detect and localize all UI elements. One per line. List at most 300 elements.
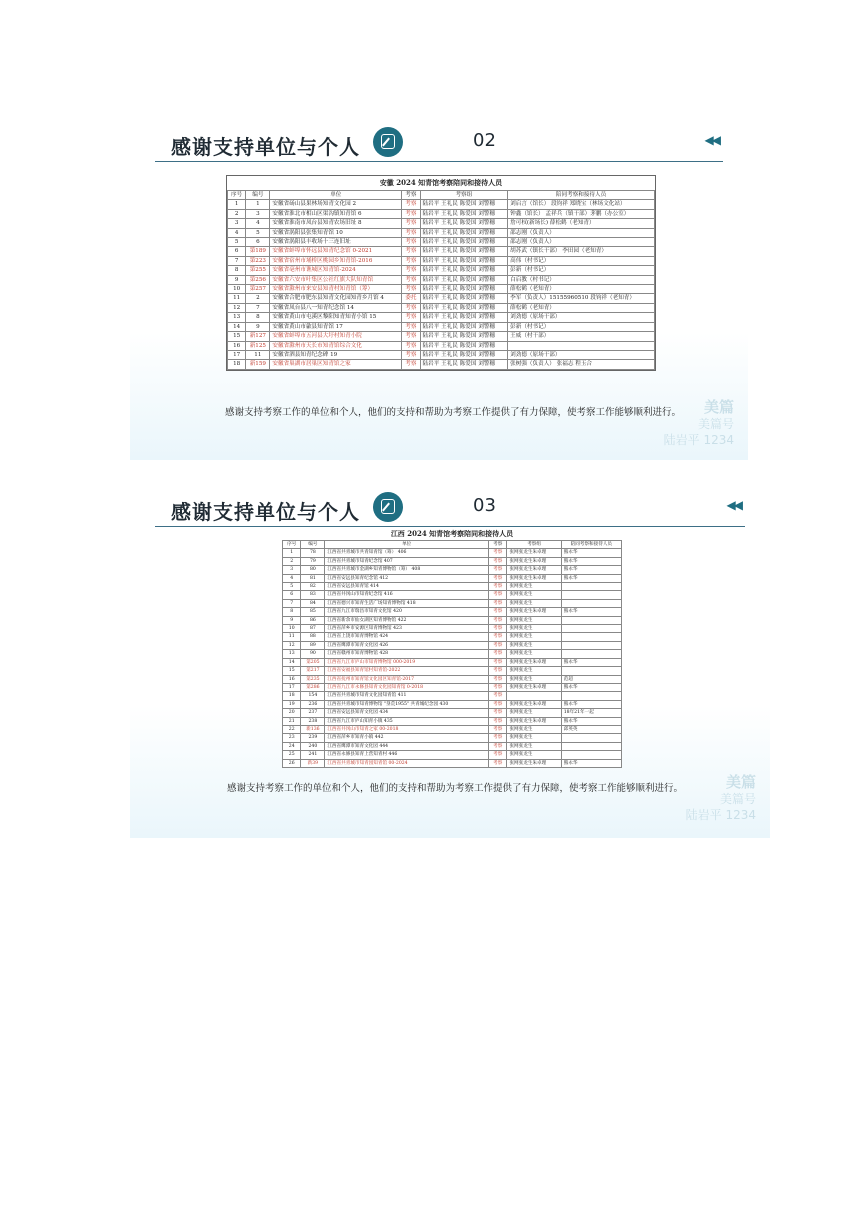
table-cell-flag: 考察 [489,742,507,750]
table-cell-id: 新39 [301,759,325,767]
table-cell-group: 张网张龙生朱卓理 [507,759,561,767]
table-cell-people: 刘启言（馆长） 段钧祥 郑晓宝（林场文化站） [508,200,655,209]
table-cell-group: 张网张龙生 [507,599,561,607]
table-cell-group: 陆岩平 王礼民 陈爱国 刘警穗 [420,294,508,303]
table-cell-people: 范超 [561,675,621,683]
table-cell-id: 4 [246,219,270,228]
table-cell-flag: 考察 [489,616,507,624]
table-header-cell: 陪同考察和接待人员 [508,191,655,200]
table-row [228,266,655,275]
table-cell-unit: 安徽省淮南市凤台县知青农场旧址 8 [270,219,402,228]
reception-table [282,540,622,768]
table-row [228,275,655,284]
table-cell-people [561,616,621,624]
table-row [283,667,622,675]
table-cell-unit: 安徽省滁州市天长市知青馆综合文化 [270,341,402,350]
table-cell-flag: 考察 [489,583,507,591]
table-row [283,566,622,574]
table-cell-group: 陆岩平 王礼民 陈爱国 刘警穗 [420,200,508,209]
table-cell-no: 25 [283,751,301,759]
table-cell-unit: 安徽省砀山县果林场知青文化园 2 [270,200,402,209]
table-cell-group: 张网张龙生 [507,583,561,591]
table-cell-no: 7 [283,599,301,607]
table-cell-group: 张网张龙生 [507,625,561,633]
table-cell-group: 张网张龙生 [507,650,561,658]
table-cell-flag: 考察 [402,219,420,228]
table-cell-people: 邱英英 [561,725,621,733]
table-header-cell: 编号 [301,541,325,549]
table-cell-no: 8 [228,266,246,275]
table-cell-unit: 安徽省泗县知青纪念碑 19 [270,350,402,359]
watermark-line: 陆岩平 1234 [685,808,756,822]
table-cell-id: 新159 [246,360,270,369]
table-container [282,528,622,768]
table-cell-flag: 考察 [402,332,420,341]
table-cell-people [561,650,621,658]
table-cell-no: 16 [228,341,246,350]
table-cell-flag: 考察 [489,734,507,742]
table-cell-unit: 江西省井冈山市知青之家 00-2018 [325,725,489,733]
table-cell-people [561,633,621,641]
table-title: 安徽 2024 知青馆考察陪同和接待人员 [379,178,503,187]
table-cell-flag: 考察 [402,322,420,331]
table-cell-people: 熊永华 [561,608,621,616]
table-cell-group: 陆岩平 王礼民 陈爱国 刘警穗 [420,247,508,256]
back-arrows-icon[interactable]: ◀◀ [704,133,719,147]
table-row [283,683,622,691]
table-cell-id: 84 [301,599,325,607]
table-cell-unit: 江西省德兴市知青生活广场知青博物馆 418 [325,599,489,607]
table-cell-id: 1 [246,200,270,209]
table-row [283,658,622,666]
table-header-cell: 考察组 [507,541,561,549]
table-cell-flag: 考察 [402,303,420,312]
table-cell-people: 熊永华 [561,759,621,767]
table-cell-unit: 江西省共青城市知青园知青馆 00-2024 [325,759,489,767]
table-cell-people [561,641,621,649]
table-cell-id: 239 [301,734,325,742]
table-cell-people: 高伟（村书记） [508,256,655,265]
table-cell-no: 24 [283,742,301,750]
table-cell-group: 张网张龙生朱卓理 [507,717,561,725]
table-cell-group: 陆岩平 王礼民 陈爱国 刘警穗 [420,266,508,275]
table-cell-unit: 安徽省合肥市肥东县知青文化园知青乡月馆 4 [270,294,402,303]
edit-icon [373,127,403,157]
table-row [228,219,655,228]
table-cell-no: 17 [283,683,301,691]
table-cell-group: 陆岩平 王礼民 陈爱国 刘警穗 [420,303,508,312]
table-row [283,599,622,607]
table-cell-flag: 考察 [402,256,420,265]
table-cell-group: 陆岩平 王礼民 陈爱国 刘警穗 [420,313,508,322]
table-cell-flag: 考察 [489,667,507,675]
table-row [283,557,622,565]
table-cell-unit: 安徽省凤台县八一知青纪念馆 14 [270,303,402,312]
caption: 感谢支持考察工作的单位和个人，他们的支持和帮助为考察工作提供了有力保障，使考察工作能够顺利进行。 [227,783,684,794]
table-cell-people: 邵志刚（负责人） [508,228,655,237]
watermark-line: 美篇号 [697,417,734,431]
table-cell-unit: 安徽省亳州市谯城区知青馆-2024 [270,266,402,275]
table-cell-people [508,341,655,350]
table-cell-no: 1 [283,549,301,557]
table-cell-people: 熊永华 [561,557,621,565]
table-cell-no: 4 [283,574,301,582]
table-cell-group: 张网张龙生朱卓理 [507,608,561,616]
table-cell-people [561,734,621,742]
table-cell-flag: 考察 [402,238,420,247]
table-cell-unit: 江西省抚州市知青馆文化园区知青馆-2017 [325,675,489,683]
table-row [228,350,655,359]
back-arrows-icon[interactable]: ◀◀ [726,498,741,512]
table-cell-id: 3 [246,209,270,218]
caption: 感谢支持考察工作的单位和个人，他们的支持和帮助为考察工作提供了有力保障，使考察工作能够顺利进行。 [225,407,682,418]
table-row [283,692,622,700]
table-cell-people: 彭新（村书记） [508,266,655,275]
table-title: 江西 2024 知青馆考察陪同和接待人员 [390,529,514,538]
table-cell-id: 第256 [246,275,270,284]
table-cell-people: 18年21年一起 [561,709,621,717]
table-row [228,322,655,331]
table-cell-unit: 安徽省涡阳县丰收场十三连旧址 [270,238,402,247]
table-cell-no: 13 [283,650,301,658]
table-cell-group: 陆岩平 王礼民 陈爱国 刘警穗 [420,285,508,294]
table-row [228,256,655,265]
table-cell-no: 14 [283,658,301,666]
table-cell-no: 22 [283,725,301,733]
table-cell-flag: 考察 [489,641,507,649]
table-cell-id: 87 [301,625,325,633]
table-cell-id: 新127 [246,332,270,341]
table-cell-flag: 考察 [489,658,507,666]
table-cell-group: 陆岩平 王礼民 陈爱国 刘警穗 [420,256,508,265]
table-cell-no: 11 [283,633,301,641]
table-cell-no: 12 [228,303,246,312]
table-cell-unit: 江西省共青城市共青知青馆（筹） 406 [325,549,489,557]
slide-title: 感谢支持单位与个人 [171,135,360,159]
table-cell-id: 8 [246,313,270,322]
table-cell-no: 16 [283,675,301,683]
table-cell-unit: 江西省萍乡市安源区知青博物馆 423 [325,625,489,633]
table-row [283,591,622,599]
table-cell-unit: 江西省萍乡市知青小镇 442 [325,734,489,742]
table-cell-id: 9 [246,322,270,331]
table-cell-people [561,591,621,599]
table-cell-no: 15 [283,667,301,675]
table-cell-id: 第235 [301,675,325,683]
table-cell-no: 10 [283,625,301,633]
table-cell-id: 85 [301,608,325,616]
table-cell-unit: 安徽省蚌埠市怀远县知青纪念馆 0-2021 [270,247,402,256]
table-cell-id: 86 [301,616,325,624]
table-cell-flag: 考察 [489,625,507,633]
table-cell-no: 9 [228,275,246,284]
table-cell-unit: 安徽省六安市叶集区公社红旗大队知青馆 [270,275,402,284]
table-row [228,341,655,350]
table-cell-flag: 考察 [489,700,507,708]
table-cell-flag: 考察 [489,759,507,767]
table-cell-unit: 安徽省蚌埠市五河县大圩村知青小院 [270,332,402,341]
table-cell-no: 12 [283,641,301,649]
table-cell-people: 薛松鹤（老知青） [508,303,655,312]
table-cell-id: 237 [301,709,325,717]
table-cell-no: 6 [228,247,246,256]
table-cell-people: 王威（村干部） [508,332,655,341]
table-cell-no: 4 [228,228,246,237]
table-cell-id: 79 [301,557,325,565]
table-cell-no: 2 [228,209,246,218]
table-cell-no: 3 [283,566,301,574]
table-cell-group: 张网张龙生 [507,641,561,649]
table-cell-id: 第189 [246,247,270,256]
table-row [283,625,622,633]
table-cell-id: 第255 [246,266,270,275]
table-cell-no: 3 [228,219,246,228]
table-cell-flag: 考察 [489,751,507,759]
table-row [283,725,622,733]
watermark [664,399,734,448]
table-cell-group: 陆岩平 王礼民 陈爱国 刘警穗 [420,209,508,218]
table-cell-flag: 考察 [489,608,507,616]
slide-header [155,125,723,162]
table-cell-people: 熊永华 [561,717,621,725]
table-cell-unit: 江西省赣州市知青博物馆 428 [325,650,489,658]
table-cell-people: 熊永华 [561,566,621,574]
table-cell-people [561,692,621,700]
table-cell-people: 刘劲德（原场干部） [508,313,655,322]
table-row [228,303,655,312]
table-cell-unit: 江西省安远县知青文化园 434 [325,709,489,717]
table-cell-flag: 考察 [402,200,420,209]
table-header-cell: 序号 [283,541,301,549]
table-cell-unit: 江西省共青城市知青纪念馆 407 [325,557,489,565]
table-cell-flag: 考察 [489,725,507,733]
table-cell-flag: 考察 [489,650,507,658]
table-cell-id: 7 [246,303,270,312]
table-cell-unit: 江西省永修县知青上营知青村 446 [325,751,489,759]
table-cell-no: 11 [228,294,246,303]
table-cell-flag: 考察 [489,591,507,599]
table-header-cell: 序号 [228,191,246,200]
table-cell-flag: 考察 [402,266,420,275]
table-cell-id: 83 [301,591,325,599]
table-cell-flag: 考察 [402,341,420,350]
table-cell-group: 陆岩平 王礼民 陈爱国 刘警穗 [420,228,508,237]
table-cell-id: 80 [301,566,325,574]
table-cell-people: 刘劲德（原场干部） [508,350,655,359]
table-cell-people: 詹可权(新场长) 薛松鹤（老知青） [508,219,655,228]
table-row [283,549,622,557]
watermark-logo: 美篇 [703,398,734,416]
table-cell-no: 5 [228,238,246,247]
table-header-cell: 考察 [402,191,420,200]
table-cell-flag: 考察 [402,285,420,294]
table-cell-id: 82 [301,583,325,591]
slide-02 [130,125,748,460]
table-cell-unit: 江西省九江市庐山知青小镇 435 [325,717,489,725]
table-cell-id: 241 [301,751,325,759]
table-row [283,650,622,658]
table-cell-group: 张网张龙生 [507,725,561,733]
table-cell-unit: 安徽省黄山市屯溪区黎阳知青知青小馆 15 [270,313,402,322]
table-cell-no: 6 [283,591,301,599]
table-cell-group: 张网张龙生 [507,633,561,641]
table-cell-flag: 考察 [402,275,420,284]
table-cell-people: 白启教（村书记） [508,275,655,284]
table-cell-unit: 安徽省黄山市歙县知青馆 17 [270,322,402,331]
table-cell-people: 薛松鹤（老知青） [508,285,655,294]
table-header-cell: 编号 [246,191,270,200]
table-cell-people: 熊永华 [561,574,621,582]
table-cell-people [561,583,621,591]
table-header-cell: 单位 [325,541,489,549]
table-cell-id: 第223 [246,256,270,265]
table-cell-no: 18 [283,692,301,700]
table-cell-flag: 考察 [489,692,507,700]
watermark-line: 美篇号 [719,792,756,806]
table-cell-group: 张网张龙生朱卓理 [507,566,561,574]
table-cell-no: 26 [283,759,301,767]
table-cell-no: 17 [228,350,246,359]
table-cell-people [561,742,621,750]
table-cell-unit: 安徽省涡阳县张集知青馆 10 [270,228,402,237]
table-row [228,294,655,303]
table-cell-unit: 江西省共青城市知青文化园知青馆 411 [325,692,489,700]
table-row [228,238,655,247]
watermark-logo: 美篇 [725,773,756,791]
table-cell-flag: 考察 [402,350,420,359]
table-row [283,633,622,641]
table-cell-group: 张网张龙生 [507,616,561,624]
edit-icon [373,492,403,522]
table-cell-group: 陆岩平 王礼民 陈爱国 刘警穗 [420,322,508,331]
table-cell-unit: 安徽省宿州市埇桥区桃园乡知青馆-2016 [270,256,402,265]
table-row [283,700,622,708]
table-cell-group: 张网张龙生 [507,591,561,599]
table-cell-id: 第217 [301,667,325,675]
table-cell-group: 张网张龙生 [507,734,561,742]
table-row [228,200,655,209]
table-cell-unit: 江西省九江市瑞昌市知青文化馆 420 [325,608,489,616]
table-cell-group: 张网张龙生 [507,742,561,750]
table-cell-flag: 考察 [489,709,507,717]
table-cell-people: 彭新（村书记） [508,322,655,331]
table-cell-id: 236 [301,700,325,708]
table-row [283,751,622,759]
table-cell-id: 90 [301,650,325,658]
table-cell-group: 张网张龙生朱卓理 [507,557,561,565]
table-row [228,332,655,341]
table-cell-flag: 考察 [489,566,507,574]
table-cell-no: 21 [283,717,301,725]
table-cell-flag: 考察 [489,557,507,565]
table-cell-flag: 考察 [489,574,507,582]
table-cell-id: 第257 [246,285,270,294]
table-cell-group: 陆岩平 王礼民 陈爱国 刘警穗 [420,341,508,350]
table-cell-unit: 江西省共青城市知青博物馆 "垦荒1955" 共青城纪念园 430 [325,700,489,708]
table-cell-group: 张网张龙生朱卓理 [507,549,561,557]
table-row [283,616,622,624]
table-cell-group: 张网张龙生朱卓理 [507,683,561,691]
table-cell-unit: 江西省上饶市知青博物馆 424 [325,633,489,641]
table-row [283,742,622,750]
table-cell-no: 13 [228,313,246,322]
table-cell-flag: 考察 [402,247,420,256]
table-cell-people: 李军（负责人）15155960510 段钧祥（老知青） [508,294,655,303]
watermark [686,774,756,823]
table-cell-people [561,667,621,675]
table-cell-group: 张网张龙生 [507,667,561,675]
table-cell-no: 19 [283,700,301,708]
table-cell-flag: 考察 [489,683,507,691]
table-cell-flag: 考察 [489,675,507,683]
table-cell-flag: 考察 [489,717,507,725]
reception-table [227,190,655,370]
table-cell-id: 新136 [301,725,325,733]
table-cell-group: 陆岩平 王礼民 陈爱国 刘警穗 [420,238,508,247]
table-cell-unit: 江西省安远县知青纪念馆 412 [325,574,489,582]
slide-number: 02 [473,130,496,151]
table-cell-people: 熊永华 [561,700,621,708]
table-cell-unit: 江西省安远县知青馆 414 [325,583,489,591]
table-cell-flag: 考察 [402,360,420,369]
table-cell-group: 陆岩平 王礼民 陈爱国 刘警穗 [420,275,508,284]
slide-03 [130,490,770,838]
table-cell-id: 6 [246,238,270,247]
table-cell-no: 18 [228,360,246,369]
table-cell-group: 陆岩平 王礼民 陈爱国 刘警穗 [420,332,508,341]
table-cell-flag: 委托 [402,294,420,303]
table-row [228,285,655,294]
table-cell-id: 新125 [246,341,270,350]
table-cell-unit: 江西省共青城市金湖乡知青博物馆（筹） 408 [325,566,489,574]
table-row [228,247,655,256]
table-cell-people [561,625,621,633]
table-cell-group [507,692,561,700]
table-cell-group: 张网张龙生 [507,675,561,683]
table-cell-unit: 江西省九江市庐山市知青博物馆 000-2019 [325,658,489,666]
table-row [283,583,622,591]
table-cell-flag: 考察 [489,599,507,607]
table-cell-no: 15 [228,332,246,341]
table-cell-id: 11 [246,350,270,359]
table-cell-flag: 考察 [489,633,507,641]
slide-header [155,490,745,527]
table-header-cell: 单位 [270,191,402,200]
table-cell-flag: 考察 [402,313,420,322]
table-row [228,228,655,237]
table-cell-id: 第286 [301,683,325,691]
table-row [283,717,622,725]
table-cell-unit: 安徽省巢湖市居巢区知青馆之家 [270,360,402,369]
table-cell-unit: 江西省鹰潭市知青文化园 426 [325,641,489,649]
table-cell-group: 张网张龙生朱卓理 [507,700,561,708]
table-cell-no: 8 [283,608,301,616]
table-row [228,313,655,322]
table-row [283,608,622,616]
slide-number: 03 [473,495,496,516]
table-cell-people: 张树强（负责人） 张福志 程玉合 [508,360,655,369]
table-row [283,734,622,742]
table-cell-id: 2 [246,294,270,303]
table-cell-no: 9 [283,616,301,624]
table-cell-unit: 江西省井冈山市知青纪念馆 416 [325,591,489,599]
watermark-line: 陆岩平 1234 [663,433,734,447]
table-cell-group: 张网张龙生 [507,751,561,759]
table-header-cell: 陪同考察和接待人员 [561,541,621,549]
table-cell-id: 154 [301,692,325,700]
table-row [283,675,622,683]
table-cell-flag: 考察 [402,209,420,218]
